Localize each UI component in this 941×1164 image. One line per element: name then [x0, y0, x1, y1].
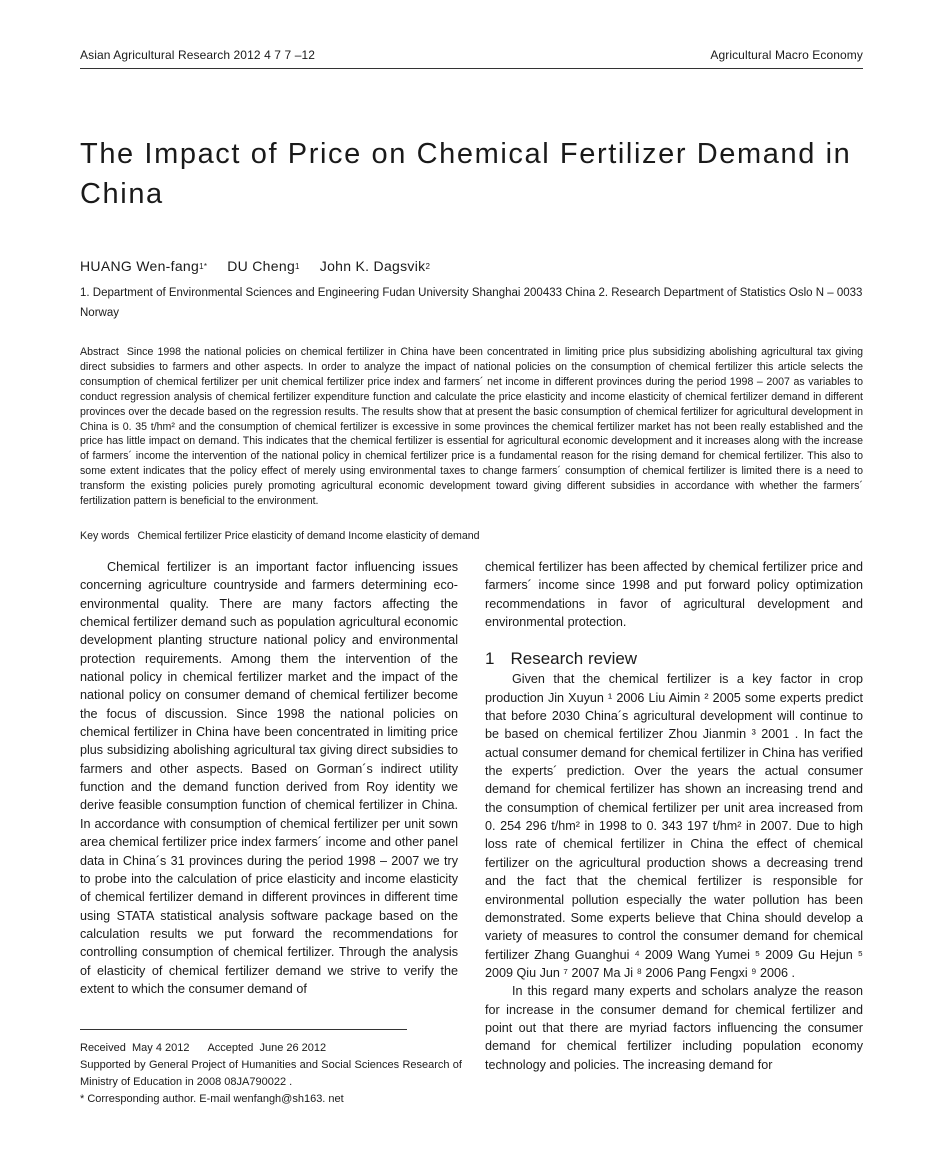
body-column-left: [80, 558, 458, 998]
abstract: [80, 345, 863, 509]
abstract-label: Abstract: [80, 346, 119, 358]
section-heading: [485, 649, 863, 669]
header-divider: [80, 68, 863, 69]
affiliations: 1. Department of Environmental Sciences and Engineering Fudan University Shanghai 200433 China 2. Research Department of Statistics Oslo N – 0033 Norway: [80, 287, 863, 319]
author-list: [80, 258, 430, 274]
dates-line: [80, 1040, 462, 1057]
abstract-text: Since 1998 the national policies on chemical fertilizer in China have been concentrated in limiting price plus subsidizing abolishing agricultural tax giving direct subsidies to farmers and other aspects. In order to analyze the impact of national policies on the consumption of chemical fertilizer this article selects the consumption of chemical fertilizer per unit chemical fertilizer price index and farmers´ net income in different provinces during the period 1998 – 2007 as variables to conduct regression analysis of chemical fertilizer expenditure function and calculate the price elasticity and income elasticity of chemical fertilizer demand in different provinces over the decade based on the regression results. The results show that at present the basic consumption of chemical fertilizer for agricultural development in China is 0. 35 t/hm² and the consumption of chemical fertilizer is excessive in some provinces the chemical fertilizer market has not been really established and the price has little impact on demand. This indicates that the chemical fertilizer is essential for agricultural economic development and it increases along with the increase of farmers´ income the intervention of the national policy in chemical fertilizer price is a fundamental reason for the rising demand for chemical fertilizer. This also to some extent indicates that the policy effect of merely using environmental taxes to change farmers´ consumption of chemical fertilizer is limited there is a need to transform the existing policies purely promoting agricultural economic development toward giving different subsidies in accordance with whether the farmers´ fertilization pattern is beneficial to the environment.: [80, 346, 863, 508]
intro-paragraph: Chemical fertilizer is an important factor influencing issues concerning agriculture countryside and farmers determining eco-environmental quality. There are many factors affecting the chemical fertilizer demand such as population agricultural economic development planting structure national policy and environmental protection requirements. Among them the intervention of the national policy in chemical fertilizer market and the impact of the national policy on consumer demand of chemical fertilizer become the focus of discussion. Since 1998 the national policies on chemical fertilizer in China have been concentrated in limiting price plus subsidizing abolishing agricultural tax giving direct subsidies to farmers and other aspects. Based on Gorman´s indirect utility function and the demand function derived from Roy identity we derive feasible consumption function of chemical fertilizer in China. In accordance with consumption of chemical fertilizer per unit sown area chemical fertilizer price index farmers´ income and other panel data in China´s 31 provinces during the period 1998 – 2007 we try to probe into the calculation of price elasticity and income elasticity of chemical fertilizer demand in different provinces in different time using STATA statistical analysis software package based on the calculation results we put forward the recommendations for controlling consumption of chemical fertilizer. Through the analysis of elasticity of chemical fertilizer demand we strive to verify the extent to which the consumer demand of: [80, 560, 458, 996]
author-affiliation-mark: 1: [295, 262, 300, 271]
author-affiliation-mark: 2: [425, 262, 431, 271]
funding-note: Supported by General Project of Humanities and Social Sciences Research of Ministry of Education in 2008 08JA790022 .: [80, 1059, 462, 1088]
received-label: Received: [80, 1042, 126, 1054]
review-paragraph: Given that the chemical fertilizer is a key factor in crop production Jin Xuyun ¹ 2006 Liu Aimin ² 2005 some experts predict that before 2030 China´s agricultural development will continue to be based on chemical fertilizer Zhou Jianmin ³ 2001 . In fact the actual consumer demand for chemical fertilizer in China has verified the experts´ prediction. Over the years the actual consumer demand for chemical fertilizer has shown an increasing trend and the consumption of chemical fertilizer per unit area increased from 0. 254 296 t/hm² in 1998 to 0. 343 197 t/hm² in 2007. Due to high loss rate of chemical fertilizer in China the effect of chemical fertilizer on the agricultural production shows a decreasing trend and the fact that the chemical fertilizer is responsible for environmental pollution especially the water pollution has been demonstrated. Some experts believe that China should develop a variety of measures to control the consumer demand for chemical fertilizer Zhang Guanghui ⁴ 2009 Wang Yumei ⁵ 2009 Gu Hejun ⁵ 2009 Qiu Jun ⁷ 2007 Ma Ji ⁸ 2006 Pang Fengxi ⁹ 2006 .: [485, 672, 863, 980]
keywords-text: Chemical fertilizer Price elasticity of demand Income elasticity of demand: [137, 530, 480, 542]
accepted-date: June 26 2012: [259, 1042, 327, 1054]
keywords-label: Key words: [80, 530, 130, 542]
section-category: Agricultural Macro Economy: [710, 48, 863, 62]
keywords: [80, 529, 863, 544]
running-header: [80, 48, 863, 70]
author-name: DU Cheng: [227, 258, 296, 274]
footnotes: [80, 1040, 462, 1108]
article-title: The Impact of Price on Chemical Fertilizer Demand in China: [80, 138, 852, 210]
journal-citation: Asian Agricultural Research 2012 4 7 7 –12: [80, 48, 316, 62]
author-name: HUANG Wen-fang: [80, 258, 200, 274]
received-date: May 4 2012: [131, 1042, 190, 1054]
section-number: 1: [485, 649, 495, 669]
review-paragraph: In this regard many experts and scholars analyze the reason for increase in the consumer demand for chemical fertilizer and point out that there are myriad factors influencing the consumer demand for chemical fertilizer including population economy technology and policies. The increasing demand for: [485, 984, 863, 1072]
author-affiliation-mark: 1*: [199, 262, 208, 271]
accepted-label: Accepted: [207, 1042, 254, 1054]
corresponding-author-note: * Corresponding author. E-mail wenfangh@sh163. net: [80, 1093, 344, 1105]
intro-continuation: chemical fertilizer has been affected by chemical fertilizer price and farmers´ income since 1998 and put forward policy optimization recommendations in favor of agricultural development and environmental protection.: [485, 560, 863, 630]
footnote-divider: [80, 1029, 407, 1030]
author-name: John K. Dagsvik: [319, 258, 426, 274]
body-column-right: [485, 558, 863, 1074]
section-title: Research review: [510, 649, 638, 669]
